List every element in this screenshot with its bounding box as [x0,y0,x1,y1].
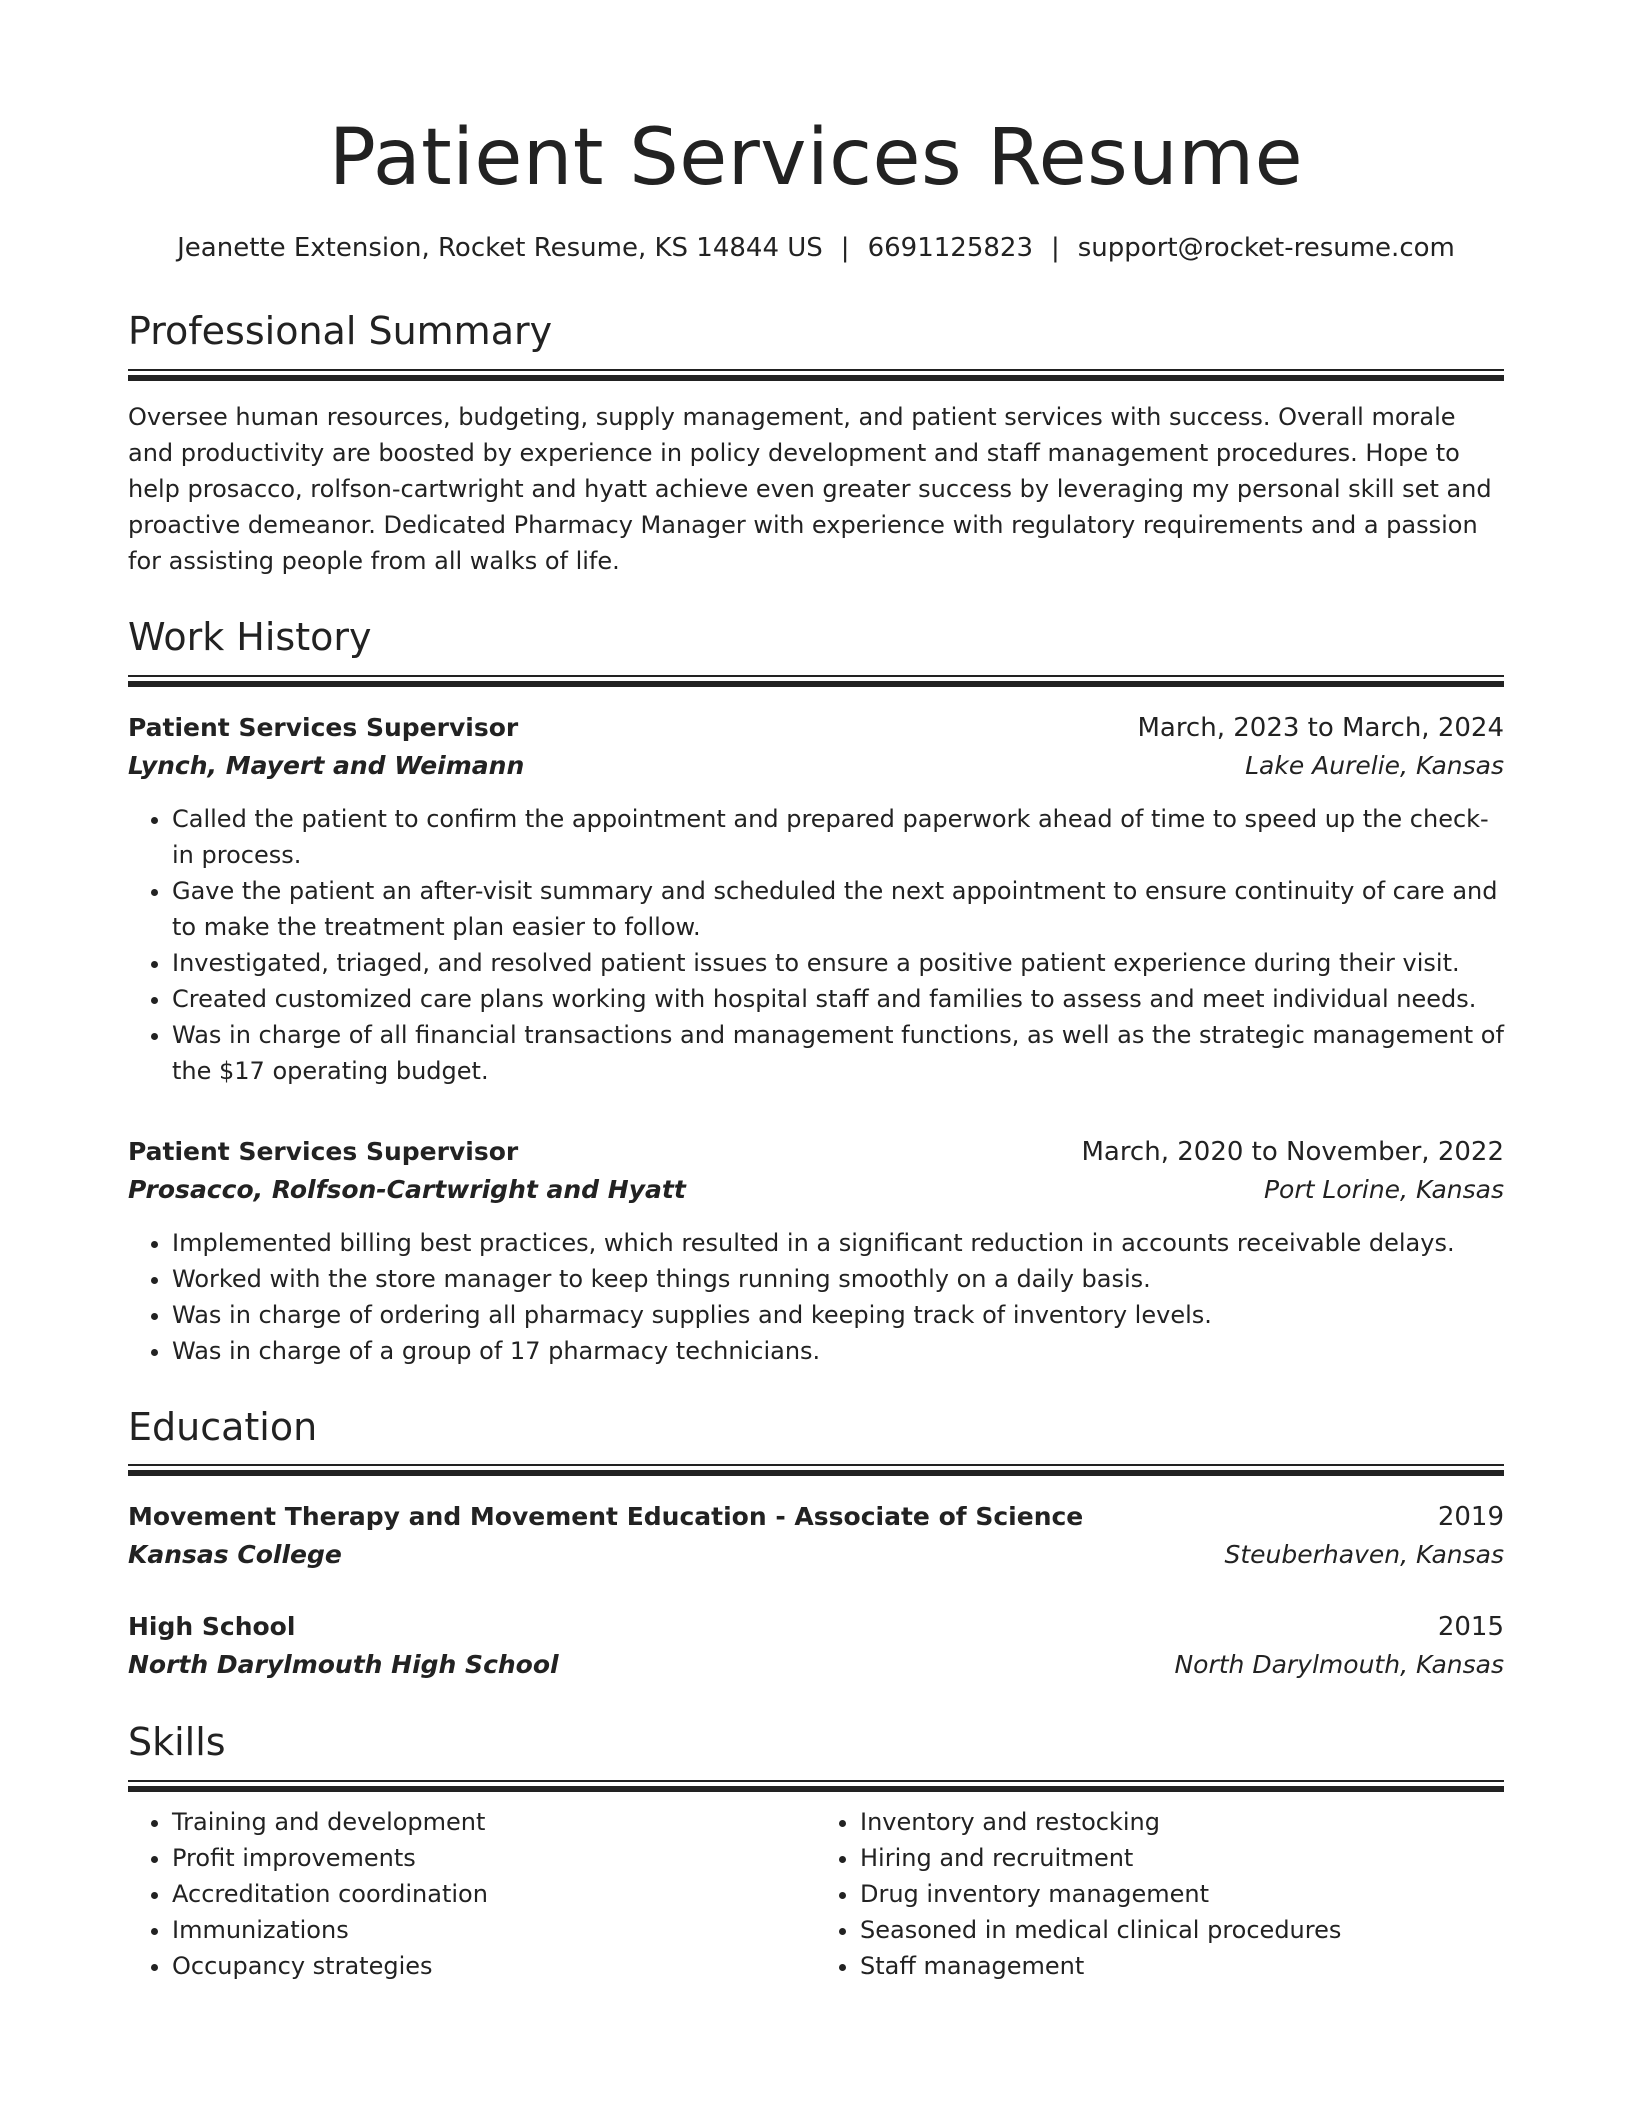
education-school-row [128,1536,1504,1574]
education-school: North Darylmouth High School [128,1650,559,1680]
education-location: Steuberhaven, Kansas [1224,1540,1504,1570]
list-item: • Was in charge of ordering all pharmacy supplies and keeping track of inventory levels. [172,1297,1504,1333]
skill-item: • Hiring and recruitment [860,1840,1504,1876]
education-degree: Movement Therapy and Movement Education - Associate of Science [128,1502,1084,1532]
contact-separator: | [840,232,850,263]
skill-item: • Training and development [172,1804,816,1840]
list-item: • Was in charge of all financial transactions and management functions, as well as the strategic management of the $17 operating budget. [172,1017,1504,1089]
job-company: Lynch, Mayert and Weimann [128,750,525,780]
skill-item: • Occupancy strategies [172,1948,816,1984]
job-duties-list [128,1225,1504,1369]
education-entry [128,1498,1504,1574]
education-year: 2019 [1437,1502,1504,1533]
job-company-row [128,747,1504,785]
list-item: • Called the patient to confirm the appointment and prepared paperwork ahead of time to speed up the check-in process. [172,801,1504,873]
education-location: North Darylmouth, Kansas [1174,1650,1504,1680]
education-year: 2015 [1437,1612,1504,1643]
job-header-row [128,1133,1504,1171]
job-dates: March, 2023 to March, 2024 [1137,712,1504,743]
work-history-heading: Work History [128,614,372,659]
summary-section [128,309,1504,579]
list-item: • Was in charge of a group of 17 pharmacy technicians. [172,1333,1504,1369]
skill-item: • Accreditation coordination [172,1876,816,1912]
job-dates: March, 2020 to November, 2022 [1081,1136,1504,1167]
contact-separator: | [1050,232,1060,263]
education-school-row [128,1646,1504,1684]
section-divider [128,1464,1504,1476]
job-header-row [128,709,1504,747]
contact-address: Jeanette Extension, Rocket Resume, KS 14844 US [177,232,823,263]
skill-item: • Staff management [860,1948,1504,1984]
education-header-row [128,1608,1504,1646]
job-location: Port Lorine, Kansas [1263,1174,1504,1204]
section-divider [128,369,1504,381]
list-item: • Created customized care plans working with hospital staff and families to assess and meet individual needs. [172,981,1504,1017]
contact-email: support@rocket-resume.com [1077,232,1455,263]
contact-phone: 6691125823 [867,232,1033,263]
section-divider [128,675,1504,687]
job-entry [128,709,1504,1089]
education-school: Kansas College [128,1540,342,1570]
section-divider [128,1780,1504,1792]
summary-heading: Professional Summary [128,309,553,354]
education-section [128,1405,1504,1685]
skill-item: • Drug inventory management [860,1876,1504,1912]
list-item: • Implemented billing best practices, which resulted in a significant reduction in accounts receivable delays. [172,1225,1504,1261]
education-entry [128,1608,1504,1684]
skills-list-left [128,1804,816,1984]
skill-item: • Seasoned in medical clinical procedures [860,1912,1504,1948]
skills-section [128,1720,1504,1984]
summary-text: Oversee human resources, budgeting, supply management, and patient services with success. Overall morale and productivity are boosted by experience in policy development and staff management procedures. Hope to help prosacco, rolfson-cartwright and hyatt achieve even greater success by leveraging my personal skill set and proactive demeanor. Dedicated Pharmacy Manager with experience with regulatory requirements and a passion for assisting people from all walks of life. [128,402,1492,575]
resume-title: Patient Services Resume [328,113,1304,203]
list-item: • Investigated, triaged, and resolved patient issues to ensure a positive patient experience during their visit. [172,945,1504,981]
job-duties-list [128,801,1504,1089]
contact-line [128,232,1504,266]
education-heading: Education [128,1404,318,1449]
education-header-row [128,1498,1504,1536]
education-degree: High School [128,1612,296,1642]
skill-item: • Immunizations [172,1912,816,1948]
job-entry [128,1133,1504,1369]
job-location: Lake Aurelie, Kansas [1245,750,1504,780]
skills-columns [128,1804,1504,1984]
work-history-section [128,615,1504,1369]
job-title: Patient Services Supervisor [128,712,519,742]
skills-heading: Skills [128,1720,226,1765]
skill-item: • Profit improvements [172,1840,816,1876]
job-title: Patient Services Supervisor [128,1136,519,1166]
list-item: • Worked with the store manager to keep things running smoothly on a daily basis. [172,1261,1504,1297]
skill-item: • Inventory and restocking [860,1804,1504,1840]
skills-list-right [816,1804,1504,1984]
list-item: • Gave the patient an after-visit summary and scheduled the next appointment to ensure continuity of care and to make the treatment plan easier to follow. [172,873,1504,945]
job-company-row [128,1171,1504,1209]
job-company: Prosacco, Rolfson-Cartwright and Hyatt [128,1174,686,1204]
